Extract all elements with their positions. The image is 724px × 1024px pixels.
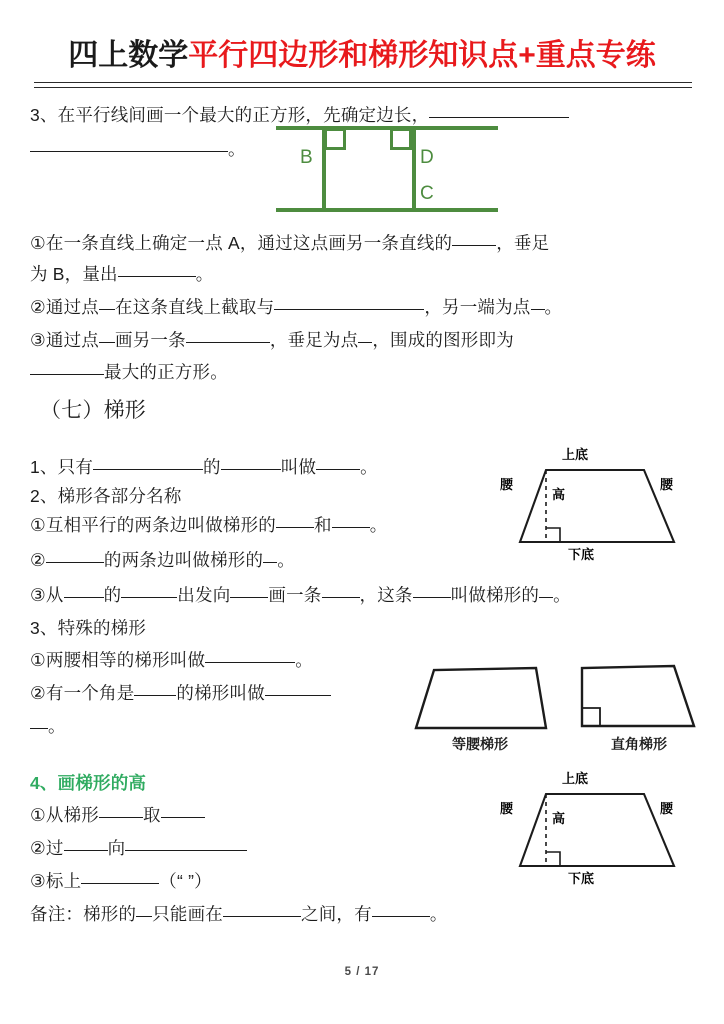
blank-t2-3-4[interactable] bbox=[322, 597, 360, 598]
blank-item3-1[interactable] bbox=[99, 342, 115, 343]
labelled-trapezoid-figure-2 bbox=[484, 768, 698, 886]
label-height-2: 高 bbox=[552, 811, 566, 826]
blank-t1-2[interactable] bbox=[221, 469, 281, 470]
isosceles-trapezoid-svg bbox=[412, 664, 548, 734]
blank-t4-2-2[interactable] bbox=[125, 850, 247, 851]
blank-remark-1[interactable] bbox=[136, 916, 152, 917]
question-3-line-1: 3、在平行线间画一个最大的正方形，先确定边长， bbox=[30, 100, 569, 130]
label-leg-left-1: 腰 bbox=[500, 477, 514, 492]
blank-item2-3[interactable] bbox=[531, 309, 545, 310]
draw-height-heading: 4、画梯形的高 bbox=[30, 773, 147, 793]
blank-t3-1-1[interactable] bbox=[205, 662, 295, 663]
blank-t4-1-1[interactable] bbox=[99, 817, 143, 818]
item-2-line: ②通过点 在这条直线上截取与 ，另一端为点 。 bbox=[30, 297, 563, 317]
blank-t2-3-5[interactable] bbox=[413, 597, 451, 598]
blank-q3-2[interactable] bbox=[30, 151, 228, 152]
blank-item2-2[interactable] bbox=[274, 309, 424, 310]
label-c: C bbox=[420, 183, 434, 204]
blank-t4-2-1[interactable] bbox=[64, 850, 108, 851]
blank-item3-3[interactable] bbox=[358, 342, 372, 343]
trapezoid-parts-item-2: ② 的两条边叫做梯形的 。 bbox=[30, 550, 295, 570]
right-trapezoid-svg bbox=[578, 664, 700, 734]
label-d: D bbox=[420, 147, 434, 168]
isosceles-trapezoid-caption: 等腰梯形 bbox=[452, 738, 508, 753]
blank-item3-4[interactable] bbox=[30, 374, 104, 375]
blank-t2-3-3[interactable] bbox=[230, 597, 268, 598]
question-3-line-2: 。 bbox=[30, 134, 246, 164]
blank-item3-2[interactable] bbox=[186, 342, 270, 343]
draw-height-item-2: ②过 向 bbox=[30, 833, 247, 863]
isosceles-trapezoid-figure bbox=[412, 664, 548, 753]
blank-t4-3-1[interactable] bbox=[81, 883, 159, 884]
special-trapezoid-heading: 3、特殊的梯形 bbox=[30, 618, 147, 638]
trapezoid-parts-heading: 2、梯形各部分名称 bbox=[30, 486, 182, 506]
label-leg-right-1: 腰 bbox=[660, 477, 674, 492]
title-double-rule bbox=[34, 82, 692, 88]
page-title bbox=[0, 38, 724, 74]
label-leg-left-2: 腰 bbox=[500, 801, 514, 816]
trapezoid-parts-item-1: ①互相平行的两条边叫做梯形的 和 。 bbox=[30, 515, 388, 535]
blank-t2-2-1[interactable] bbox=[46, 562, 104, 563]
blank-t3-2-3[interactable] bbox=[30, 728, 48, 729]
item-1-line-2: 为 B，量出 。 bbox=[30, 264, 214, 284]
right-trapezoid-caption: 直角梯形 bbox=[611, 738, 667, 753]
blank-t2-2-2[interactable] bbox=[263, 562, 277, 563]
right-angle-mark-left bbox=[324, 128, 346, 150]
section-heading-7: （七）梯形 bbox=[40, 399, 146, 422]
special-trapezoid-item-1: ①两腰相等的梯形叫做 。 bbox=[30, 650, 313, 670]
blank-t4-1-2[interactable] bbox=[161, 817, 205, 818]
blank-t2-3-2[interactable] bbox=[121, 597, 177, 598]
item-3-line-1: ③通过点 画另一条 ，垂足为点 ，围成的图形即为 bbox=[30, 330, 514, 350]
label-top-base-1: 上底 bbox=[562, 447, 589, 462]
page-title-topic: 平行四边形和梯形知识点+重点专练 bbox=[188, 39, 656, 72]
remark-line: 备注：梯形的 只能画在 之间，有 。 bbox=[30, 904, 448, 924]
blank-t2-1-1[interactable] bbox=[276, 527, 314, 528]
blank-t2-3-6[interactable] bbox=[539, 597, 553, 598]
special-trapezoid-item-2: ②有一个角是 的梯形叫做 bbox=[30, 678, 331, 708]
right-trapezoid-figure bbox=[578, 664, 700, 753]
special-trapezoid-item-2-cont: 。 bbox=[30, 711, 66, 741]
blank-t3-2-2[interactable] bbox=[265, 695, 331, 696]
blank-remark-3[interactable] bbox=[372, 916, 430, 917]
blank-t1-1[interactable] bbox=[93, 469, 203, 470]
item-1-line-1: ①在一条直线上确定一点 A，通过这点画另一条直线的 ，垂足 bbox=[30, 233, 550, 253]
parallel-lines-square-figure bbox=[276, 126, 498, 216]
blank-item1-1[interactable] bbox=[452, 245, 496, 246]
blank-t3-2-1[interactable] bbox=[134, 695, 176, 696]
trapezoid-def-line: 1、只有 的 叫做 。 bbox=[30, 457, 378, 477]
blank-item1-2[interactable] bbox=[118, 276, 196, 277]
blank-t2-1-2[interactable] bbox=[332, 527, 370, 528]
label-height-1: 高 bbox=[552, 487, 566, 502]
draw-height-item-3: ③标上 （“ ”） bbox=[30, 871, 212, 891]
blank-item2-1[interactable] bbox=[99, 309, 115, 310]
label-bottom-base-2: 下底 bbox=[568, 871, 595, 886]
blank-remark-2[interactable] bbox=[223, 916, 301, 917]
label-leg-right-2: 腰 bbox=[660, 801, 674, 816]
trapezoid-parts-item-3: ③从 的 出发向 画一条 ，这条 叫做梯形的 。 bbox=[30, 585, 571, 605]
page-number: 5 / 17 bbox=[344, 966, 380, 978]
top-parallel-line bbox=[276, 126, 498, 130]
page-title-subject: 四上数学 bbox=[68, 39, 189, 72]
draw-height-item-1: ①从梯形 取 bbox=[30, 800, 205, 830]
blank-t2-3-1[interactable] bbox=[64, 597, 104, 598]
label-b: B bbox=[300, 147, 313, 168]
labelled-trapezoid-figure-1 bbox=[484, 444, 698, 562]
item-3-line-2: 最大的正方形。 bbox=[30, 357, 228, 387]
blank-t1-3[interactable] bbox=[316, 469, 360, 470]
label-bottom-base-1: 下底 bbox=[568, 547, 595, 562]
blank-q3-1[interactable] bbox=[429, 117, 569, 118]
right-angle-mark-right bbox=[390, 128, 412, 150]
right-vertical-line bbox=[412, 126, 416, 212]
label-top-base-2: 上底 bbox=[562, 771, 589, 786]
bottom-parallel-line bbox=[276, 208, 498, 212]
